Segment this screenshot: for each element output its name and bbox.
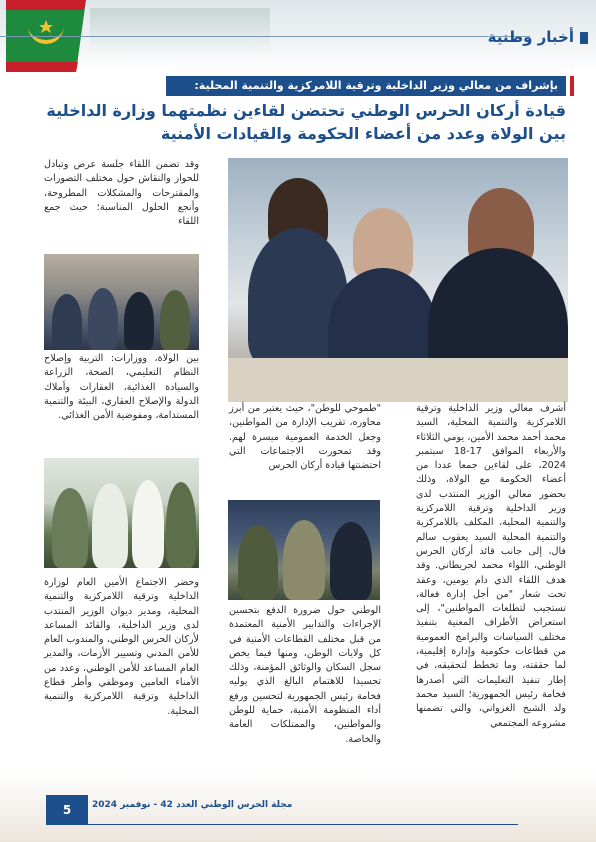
issue-info: مجلة الحرس الوطني العدد 42 - نوفمبر 2024 — [92, 800, 293, 810]
person-silhouette — [160, 290, 190, 350]
person-silhouette — [166, 482, 196, 568]
building-graphic — [90, 8, 270, 54]
main-photo — [228, 158, 568, 402]
text-column-middle-bottom: الوطني حول ضرورة الدفع بتحسين الإجراءات والتدابير الأمنية المعتمدة من قبل مختلف القطاعات الأمنية في كل ولايات الوطن، ومنها فيما يخص سجل السكان والوثائق المؤمنة، وذلك تجسيدا للاهتمام البالغ الذي يوليه فخامة رئيس الجمهورية لتحسين ورفع أداء المنظومة الأمنية، حماية للوطن والمواطنين، والممتلكات العامة والخاصة. — [229, 605, 381, 745]
person-silhouette — [283, 520, 325, 600]
person-silhouette — [88, 288, 118, 350]
person-silhouette — [124, 292, 154, 350]
text-column-left-middle: بين الولاة، ووزارات: التربية وإصلاح النظام التعليمي، الصحة، الزراعة والسيادة الغذائية، العقارات وأملاك الدولة والإصلاح العقاري، البيئة والتنمية المستدامة، ومفوضية الأمن الغذائي. — [44, 353, 199, 422]
header-rule — [0, 36, 530, 37]
page-header — [0, 0, 596, 70]
page-number: 5 — [46, 795, 88, 825]
article-headline: قيادة أركان الحرس الوطني تحتضن لقاءين نظمتهما وزارة الداخلية بين الولاة وعدد من أعضاء الحكومة والقيادات الأمنية — [46, 101, 566, 143]
officers-photo — [228, 500, 380, 600]
person-silhouette — [52, 488, 88, 568]
table-surface — [228, 358, 568, 402]
footer-rule — [88, 824, 518, 825]
article-kicker: بإشراف من معالي وزير الداخلية وترقية اللامركزية والتنمية المحلية: — [166, 76, 566, 96]
person-silhouette — [92, 483, 128, 568]
text-column-right: أشرف معالي وزير الداخلية وترقية اللامركزية والتنمية المحلية، السيد محمد أحمد محمد الأمين، يومي الثلاثاء والأربعاء الموافق 17-18 سبتمبر 2024، على لقاءين جمعا عددا من أعضاء الحكومة مع الولاة، وذلك بحضور معالي الوزير المنتدب لدى وزير الداخلية وترقية اللامركزية والتنمية المحلية، المكلف باللامركزية والتنمية المحلية السيد يعقوب سالم فال، إلى جانب قائد أركان الحرس الوطني، اللواء محمد لحريطاني. وقد هدف اللقاء الذي دام يومين، وعقد تحت شعار "من أجل إدارة فعالة، تستجيب لتطلعات المواطنين"، إلى استعراض الأطراف المعنية بتنفيذ مختلف السياسات والبرامج العمومية من قطاعات حكومية وإدارة إقليمية، لما حققته، وما تخطط لتحقيقه، في إطار تنفيذ التعليمات التي أصدرها فخامة رئيس الجمهورية؛ السيد محمد ولد الشيخ الغزواني، والتي تضمنها مشروعه المجتمعي — [416, 403, 566, 729]
footer-background — [0, 772, 596, 842]
person-silhouette — [330, 522, 372, 600]
text-column-middle-top: "طموحي للوطن"، حيث يعتبر من أبرز محاوره، تقريب الإدارة من المواطنين، وجعل الخدمة العمومية ميسرة لهم. وقد تمحورت الاجتماعات التي احتضنتها قيادة أركان الحرس — [229, 403, 381, 472]
text-column-left-top: وقد تضمن اللقاء جلسة عرض وتبادل للحوار والنقاش حول مختلف التصورات والمقترحات والمشكلات المطروحة، وأنجع الحلول المناسبة؛ حيث جمع اللقاء — [44, 159, 199, 228]
person-silhouette — [132, 480, 164, 568]
section-label: أخبار وطنية — [487, 28, 574, 46]
audience-photo — [44, 254, 199, 350]
person-silhouette — [52, 294, 82, 350]
person-silhouette — [238, 525, 278, 600]
text-column-left-bottom: وحضر الاجتماع الأمين العام لوزارة الداخلية وترقية اللامركزية والتنمية المحلية، ومدير ديوان الوزير المنتدب لدى وزير الداخلية، والقائد المساعد لأركان الحرس الوطني، والمندوب العام للأمن المدني وتسيير الأزمات، والمدير العام المساعد للأمن الوطني، وعدد من الأمناء العامين وموظفي وأطر قطاع الداخلية وترقية اللامركزية والتنمية المحلية. — [44, 577, 199, 717]
military-officers-photo — [44, 458, 199, 568]
